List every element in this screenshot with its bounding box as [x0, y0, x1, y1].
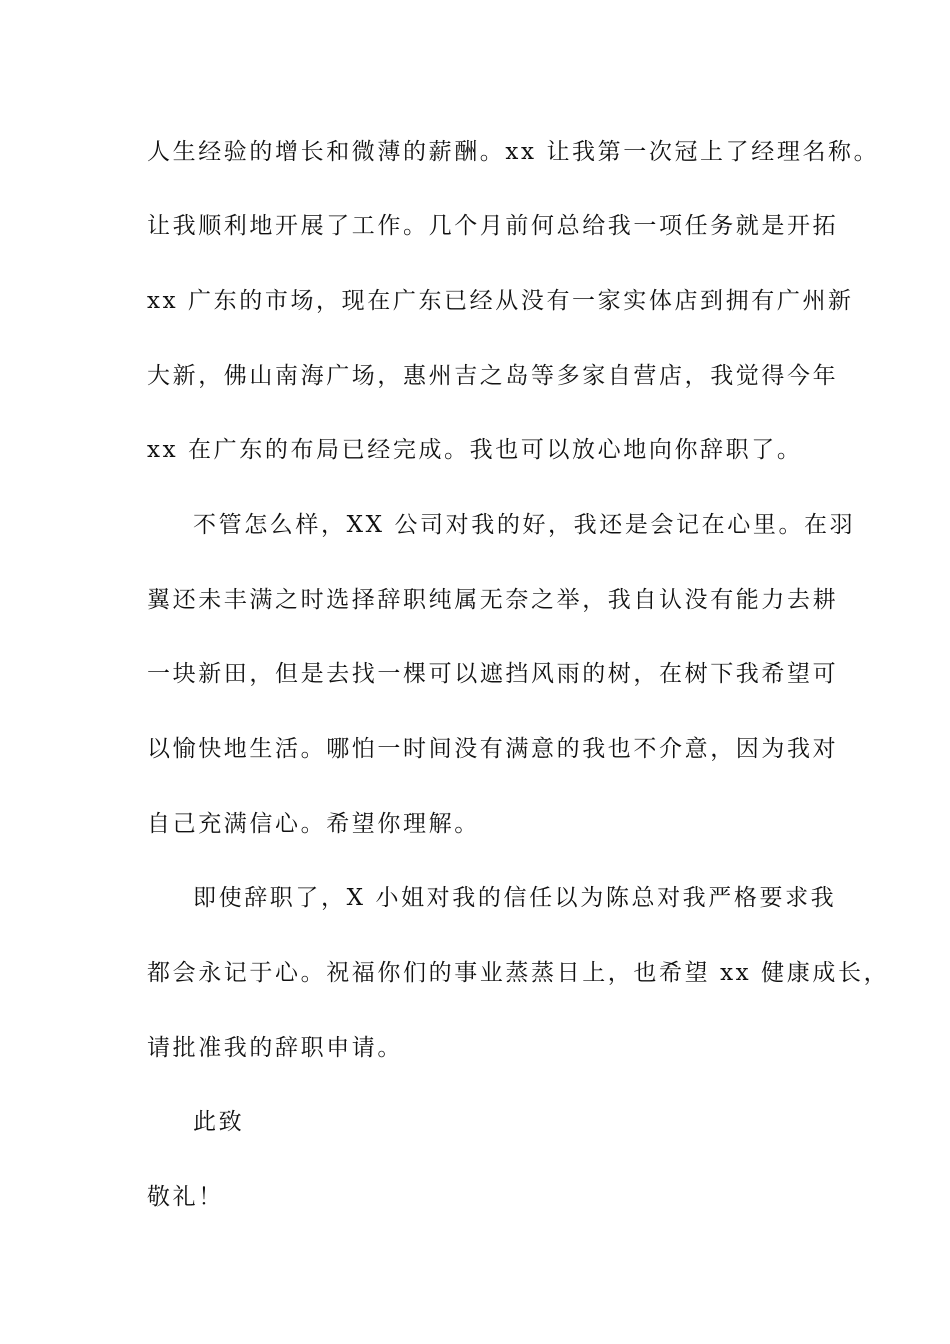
text-line: xx 广东的市场，现在广东已经从没有一家实体店到拥有广州新 — [147, 288, 854, 314]
text-line: 一块新田，但是去找一棵可以遮挡风雨的树，在树下我希望可 — [147, 661, 839, 687]
text-line: 让我顺利地开展了工作。几个月前何总给我一项任务就是开拓 — [147, 213, 839, 239]
text-line: 都会永记于心。祝福你们的事业蒸蒸日上，也希望 xx 健康成长， — [147, 960, 890, 986]
text-line: 大新，佛山南海广场，惠州吉之岛等多家自营店，我觉得今年 — [147, 363, 839, 389]
paragraph-start-line: 不管怎么样，XX 公司对我的好，我还是会记在心里。在羽 — [193, 512, 856, 538]
text-line: 翼还未丰满之时选择辞职纯属无奈之举，我自认没有能力去耕 — [147, 587, 839, 613]
closing-regards: 敬礼！ — [147, 1184, 224, 1210]
text-line: 自己充满信心。希望你理解。 — [147, 811, 480, 837]
text-line: 请批准我的辞职申请。 — [147, 1035, 403, 1061]
text-line: 人生经验的增长和微薄的薪酬。xx 让我第一次冠上了经理名称。 — [147, 139, 880, 165]
paragraph-start-line: 即使辞职了，X 小姐对我的信任以为陈总对我严格要求我 — [193, 885, 837, 911]
text-line: xx 在广东的布局已经完成。我也可以放心地向你辞职了。 — [147, 437, 803, 463]
text-line: 以愉快地生活。哪怕一时间没有满意的我也不介意，因为我对 — [147, 736, 839, 762]
closing-salutation: 此致 — [193, 1109, 245, 1135]
